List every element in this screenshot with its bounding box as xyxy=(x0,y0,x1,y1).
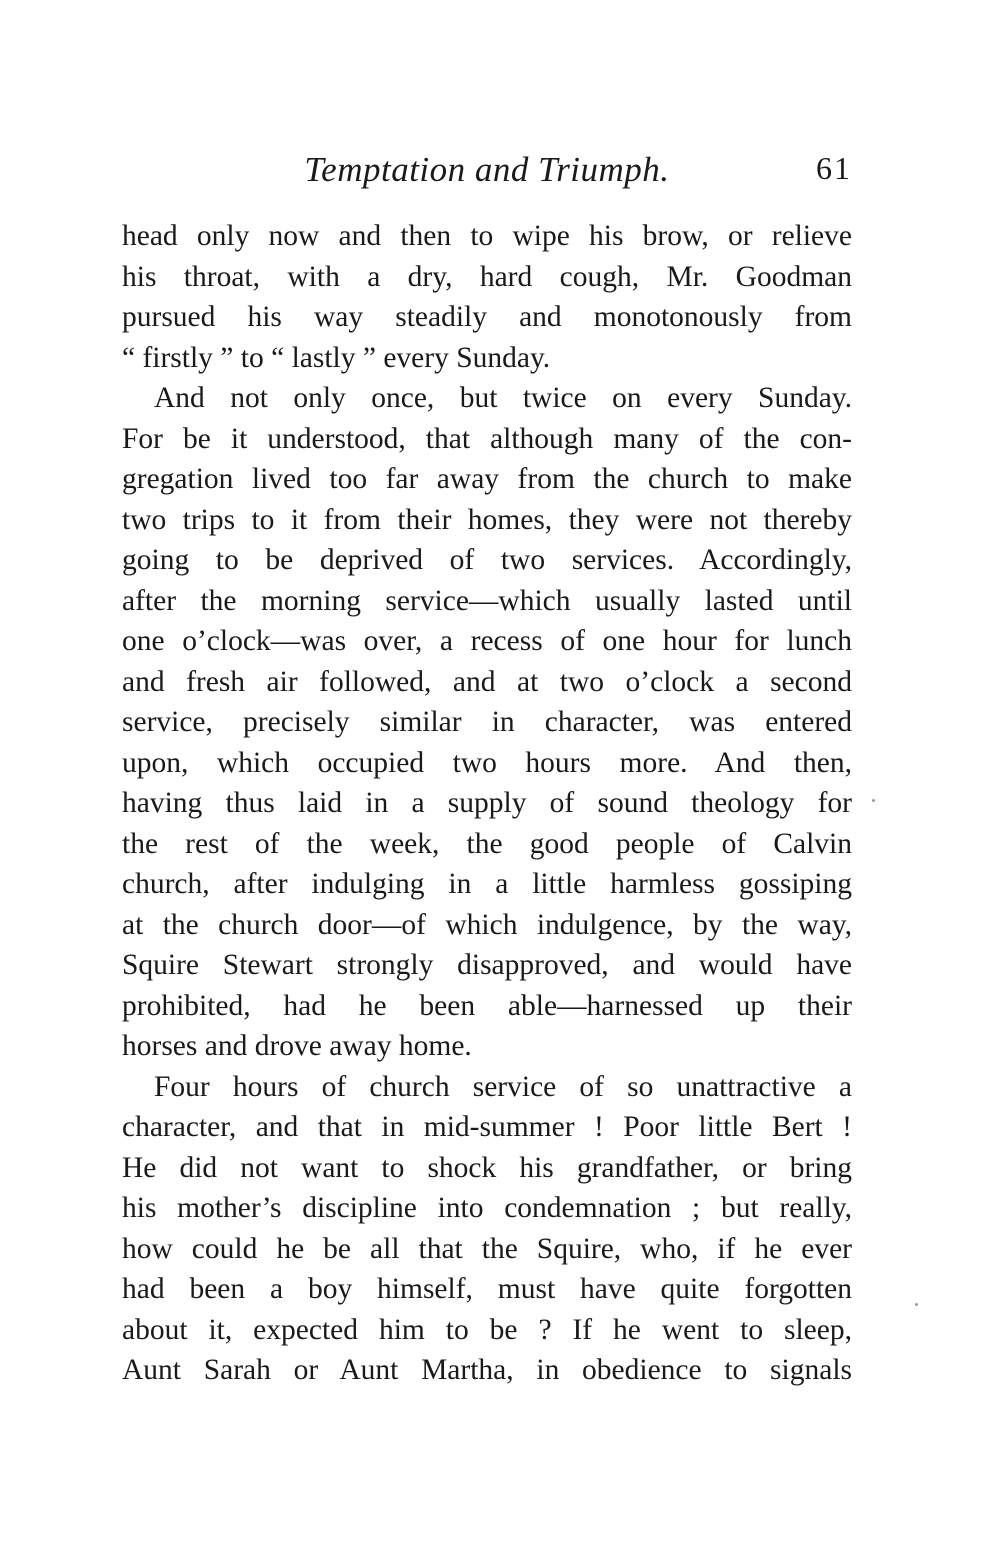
text-line: had been a boy himself, must have quite forgotten xyxy=(122,1273,852,1305)
text-line: the rest of the week, the good people of Calvin xyxy=(122,827,852,860)
text-line: For be it understood, that although many of the con- xyxy=(122,422,852,455)
text-line: one o’clock—was over, a recess of one hour for lunch xyxy=(122,625,852,657)
text-line: head only now and then to wipe his brow, or relieve xyxy=(122,220,852,252)
text-line: two trips to it from their homes, they were not thereby xyxy=(122,503,852,536)
text-line: service, precisely similar in character, was entered xyxy=(122,706,852,738)
page-number: 61 xyxy=(816,150,852,186)
text-line: his throat, with a dry, hard cough, Mr. Goodman xyxy=(122,260,852,293)
text-line: going to be deprived of two services. Accordingly, xyxy=(122,544,852,576)
text-line: his mother’s discipline into condemnation ; but really, xyxy=(122,1192,852,1224)
text-line: “ firstly ” to “ lastly ” every Sunday. xyxy=(122,341,551,374)
text-line: how could he be all that the Squire, who, if he ever xyxy=(122,1232,852,1265)
text-line: church, after indulging in a little harmless gossiping xyxy=(122,868,852,900)
text-line: and fresh air followed, and at two o’clock a second xyxy=(122,665,852,698)
text-line: horses and drove away home. xyxy=(122,1030,472,1062)
text-line: And not only once, but twice on every Sunday. xyxy=(154,382,852,414)
text-line: He did not want to shock his grandfather, or bring xyxy=(122,1151,852,1184)
text-line: character, and that in mid-summer ! Poor little Bert ! xyxy=(122,1111,852,1143)
text-line: Aunt Sarah or Aunt Martha, in obedience to signals xyxy=(122,1354,852,1386)
text-line: upon, which occupied two hours more. And then, xyxy=(122,746,852,779)
running-head xyxy=(122,150,852,200)
stray-ink-mark xyxy=(915,1303,918,1306)
stray-ink-mark xyxy=(872,799,875,802)
text-line: Squire Stewart strongly disapproved, and would have xyxy=(122,949,852,981)
text-line: gregation lived too far away from the church to make xyxy=(122,463,852,495)
text-line: having thus laid in a supply of sound theology for xyxy=(122,787,852,819)
text-line: at the church door—of which indulgence, by the way, xyxy=(122,908,852,941)
body-text xyxy=(122,216,852,1391)
text-line: prohibited, had he been able—harnessed up their xyxy=(122,989,852,1022)
text-line: Four hours of church service of so unattractive a xyxy=(154,1070,852,1103)
text-line: pursued his way steadily and monotonously from xyxy=(122,301,852,333)
text-line: after the morning service—which usually lasted until xyxy=(122,584,852,617)
text-line: about it, expected him to be ? If he went to sleep, xyxy=(122,1313,852,1346)
running-title: Temptation and Triumph. xyxy=(304,150,670,189)
